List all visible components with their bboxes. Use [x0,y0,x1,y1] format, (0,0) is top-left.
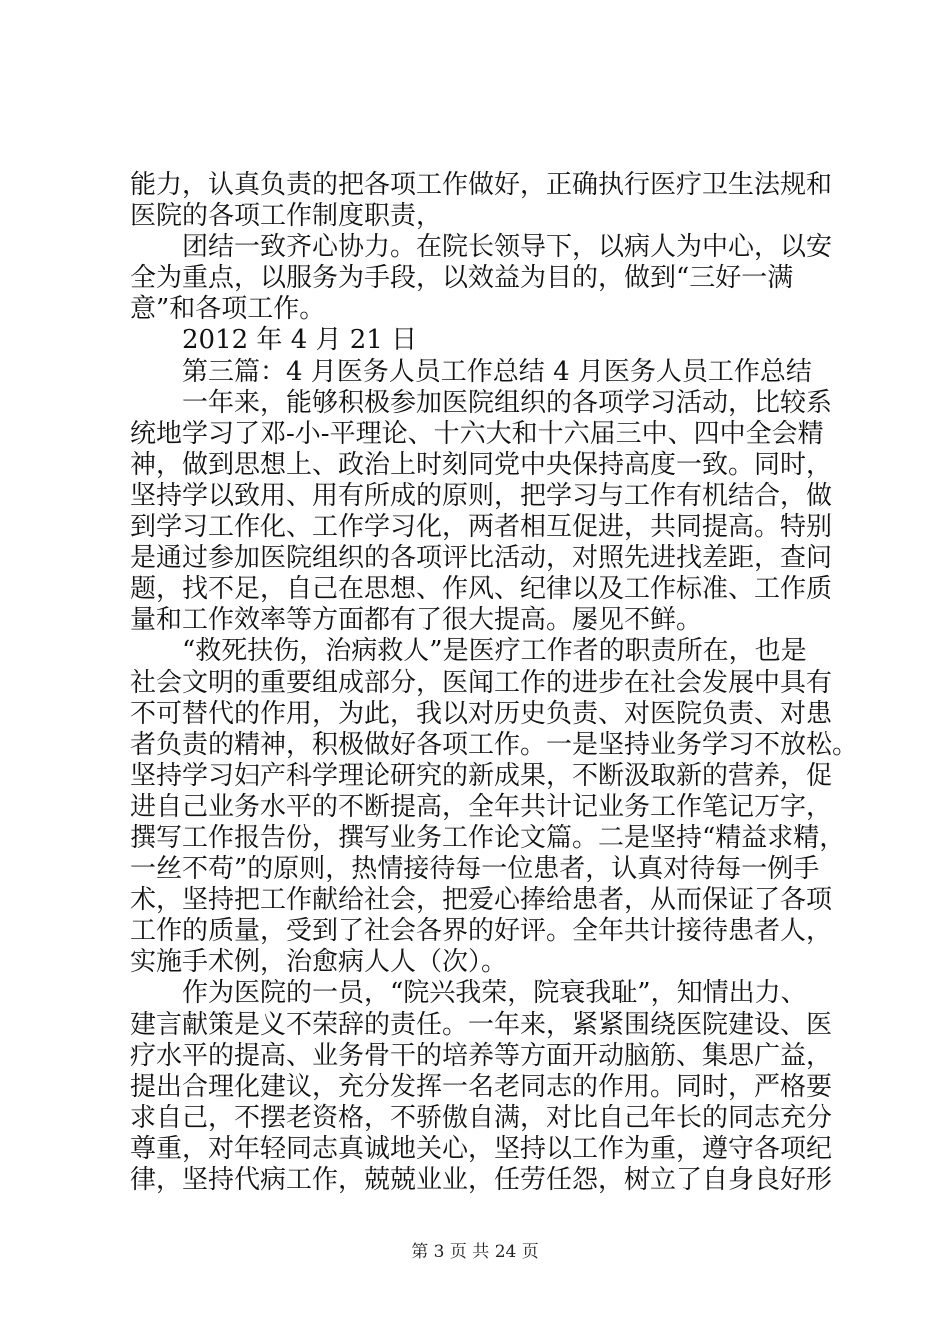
text-line: 医院的各项工作制度职责， [130,201,443,231]
text-line: 意”和各项工作。 [130,294,326,324]
text-line: 到学习工作化、工作学习化，两者相互促进，共同提高。特别 [130,512,833,542]
text-line: 术，坚持把工作献给社会，把爱心捧给患者，从而保证了各项 [130,885,833,915]
text-line: 提出合理化建议，充分发挥一名老同志的作用。同时，严格要 [130,1072,833,1102]
text-line: 尊重，对年轻同志真诚地关心，坚持以工作为重，遵守各项纪 [130,1134,833,1164]
text-line: 一丝不苟”的原则，热情接待每一位患者，认真对待每一例手 [130,854,820,884]
text-line: 是通过参加医院组织的各项评比活动，对照先进找差距，查问 [130,543,833,573]
text-line: 量和工作效率等方面都有了很大提高。屡见不鲜。 [130,605,703,635]
page-footer: 第 3 页 共 24 页 [411,1242,539,1262]
text-line: 社会文明的重要组成部分，医闻工作的进步在社会发展中具有 [130,668,833,698]
text-line: 工作的质量，受到了社会各界的好评。全年共计接待患者人， [130,916,833,946]
text-line: 不可替代的作用，为此，我以对历史负责、对医院负责、对患 [130,699,833,729]
text-line: 进自己业务水平的不断提高，全年共计记业务工作笔记万字， [130,792,833,822]
text-line: 坚持学以致用、用有所成的原则，把学习与工作有机结合，做 [130,481,833,511]
text-line: 一年来，能够积极参加医院组织的各项学习活动，比较系 [182,388,833,418]
text-line: 神，做到思想上、政治上时刻同党中央保持高度一致。同时， [130,450,833,480]
text-line: 律，坚持代病工作，兢兢业业，任劳任怨，树立了自身良好形 [130,1165,833,1195]
text-line: 团结一致齐心协力。在院长领导下，以病人为中心，以安 [182,232,833,262]
text-line: 撰写工作报告份，撰写业务工作论文篇。二是坚持“精益求精， [130,823,846,853]
text-line: 求自己，不摆老资格，不骄傲自满，对比自己年长的同志充分 [130,1103,833,1133]
text-line: 统地学习了邓-小-平理论、十六大和十六届三中、四中全会精 [130,419,824,449]
text-line: 能力，认真负责的把各项工作做好，正确执行医疗卫生法规和 [130,170,833,200]
section-heading: 第三篇：4 月医务人员工作总结 4 月医务人员工作总结 [182,357,812,387]
date-line: 2012 年 4 月 21 日 [182,325,418,355]
text-line: “救死扶伤，治病救人”是医疗工作者的职责所在，也是 [182,636,807,666]
text-line: 疗水平的提高、业务骨干的培养等方面开动脑筋、集思广益， [130,1041,833,1071]
text-line: 全为重点，以服务为手段，以效益为目的，做到“三好一满 [130,263,794,293]
text-line: 建言献策是义不荣辞的责任。一年来，紧紧围绕医院建设、医 [130,1010,833,1040]
text-line: 题，找不足，自己在思想、作风、纪律以及工作标准、工作质 [130,574,833,604]
text-line: 坚持学习妇产科学理论研究的新成果，不断汲取新的营养，促 [130,761,833,791]
text-line: 者负责的精神，积极做好各项工作。一是坚持业务学习不放松。 [130,730,859,760]
text-line: 作为医院的一员，“院兴我荣，院衰我耻”，知情出力、 [182,978,807,1008]
text-line: 实施手术例，治愈病人人（次）。 [130,947,508,977]
